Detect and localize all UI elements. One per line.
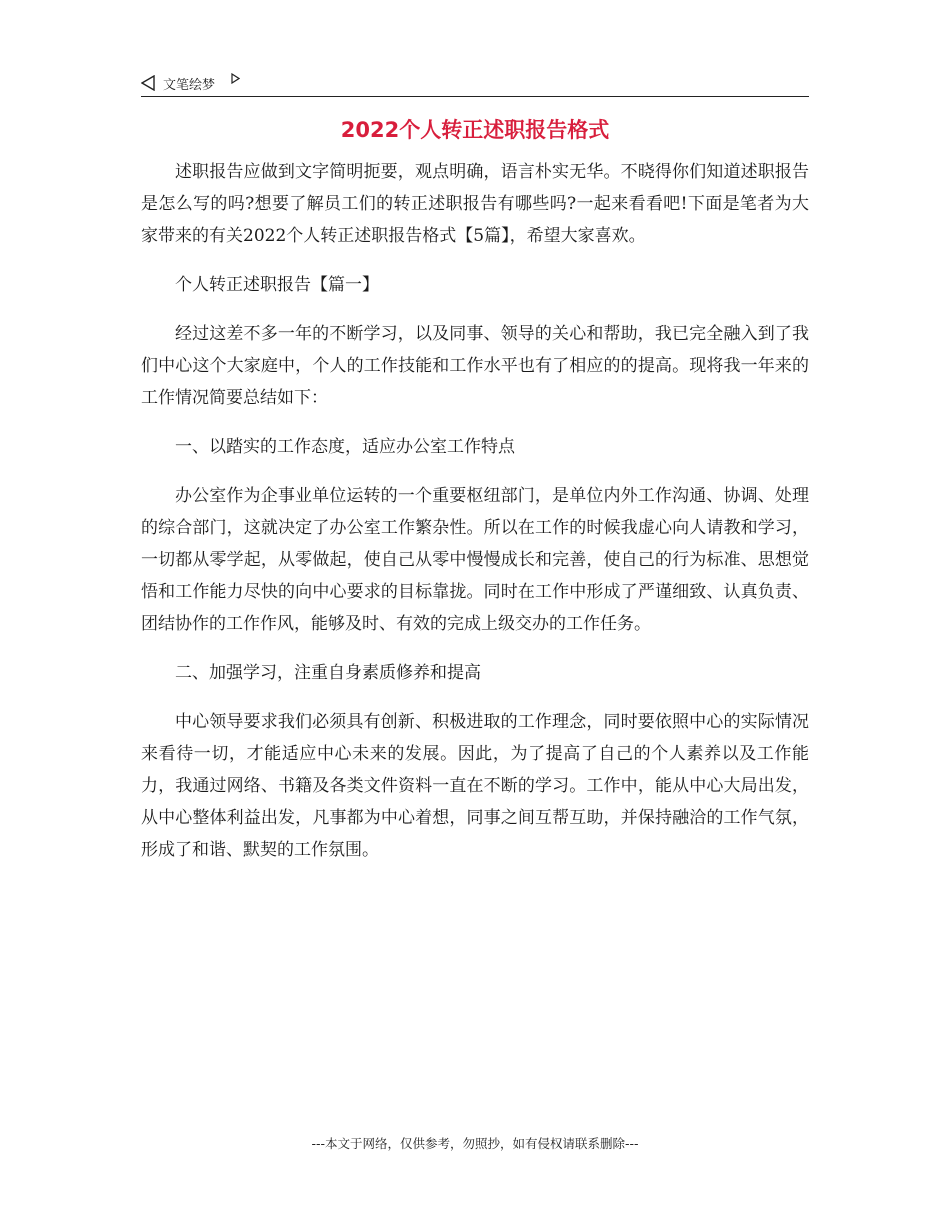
triangle-right-outline-icon — [231, 73, 240, 84]
subsection-heading: 一、以踏实的工作态度，适应办公室工作特点 — [175, 437, 515, 457]
document-title: 2022个人转正述职报告格式 — [340, 118, 610, 142]
body-paragraph: 经过这差不多一年的不断学习，以及同事、领导的关心和帮助，我已完全融入到了我们中心这个大家庭中，个人的工作技能和工作水平也有了相应的的提高。现将我一年来的工作情况简要总结如下： — [141, 324, 809, 408]
intro-paragraph: 述职报告应做到文字简明扼要，观点明确，语言朴实无华。不晓得你们知道述职报告是怎么写的吗?想要了解员工们的转正述职报告有哪些吗?一起来看看吧!下面是笔者为大家带来的有关2022个人转正述职报告格式【5篇】，希望大家喜欢。 — [141, 162, 809, 246]
section-heading: 个人转正述职报告【篇一】 — [175, 275, 379, 295]
body-paragraph: 办公室作为企事业单位运转的一个重要枢纽部门，是单位内外工作沟通、协调、处理的综合部门，这就决定了办公室工作繁杂性。所以在工作的时候我虚心向人请教和学习，一切都从零学起，从零做起，使自己从零中慢慢成长和完善，使自己的行为标准、思想觉悟和工作能力尽快的向中心要求的目标靠拢。同时在工作中形成了严谨细致、认真负责、团结协作的工作作风，能够及时、有效的完成上级交办的工作任务。 — [141, 486, 809, 634]
document-body — [141, 156, 809, 883]
footer-disclaimer: ---本文于网络，仅供参考，勿照抄，如有侵权请联系删除--- — [311, 1136, 639, 1151]
page-header — [141, 70, 809, 97]
body-paragraph: 中心领导要求我们必须具有创新、积极进取的工作理念，同时要依照中心的实际情况来看待一切，才能适应中心未来的发展。因此，为了提高了自己的个人素养以及工作能力，我通过网络、书籍及各类文件资料一直在不断的学习。工作中，能从中心大局出发，从中心整体利益出发，凡事都为中心着想，同事之间互帮互助，并保持融洽的工作气氛，形成了和谐、默契的工作氛围。 — [141, 712, 809, 860]
triangle-left-outline-icon — [141, 75, 155, 91]
subsection-heading: 二、加强学习，注重自身素质修养和提高 — [175, 663, 481, 683]
brand-name: 文笔绘梦 — [163, 78, 216, 93]
